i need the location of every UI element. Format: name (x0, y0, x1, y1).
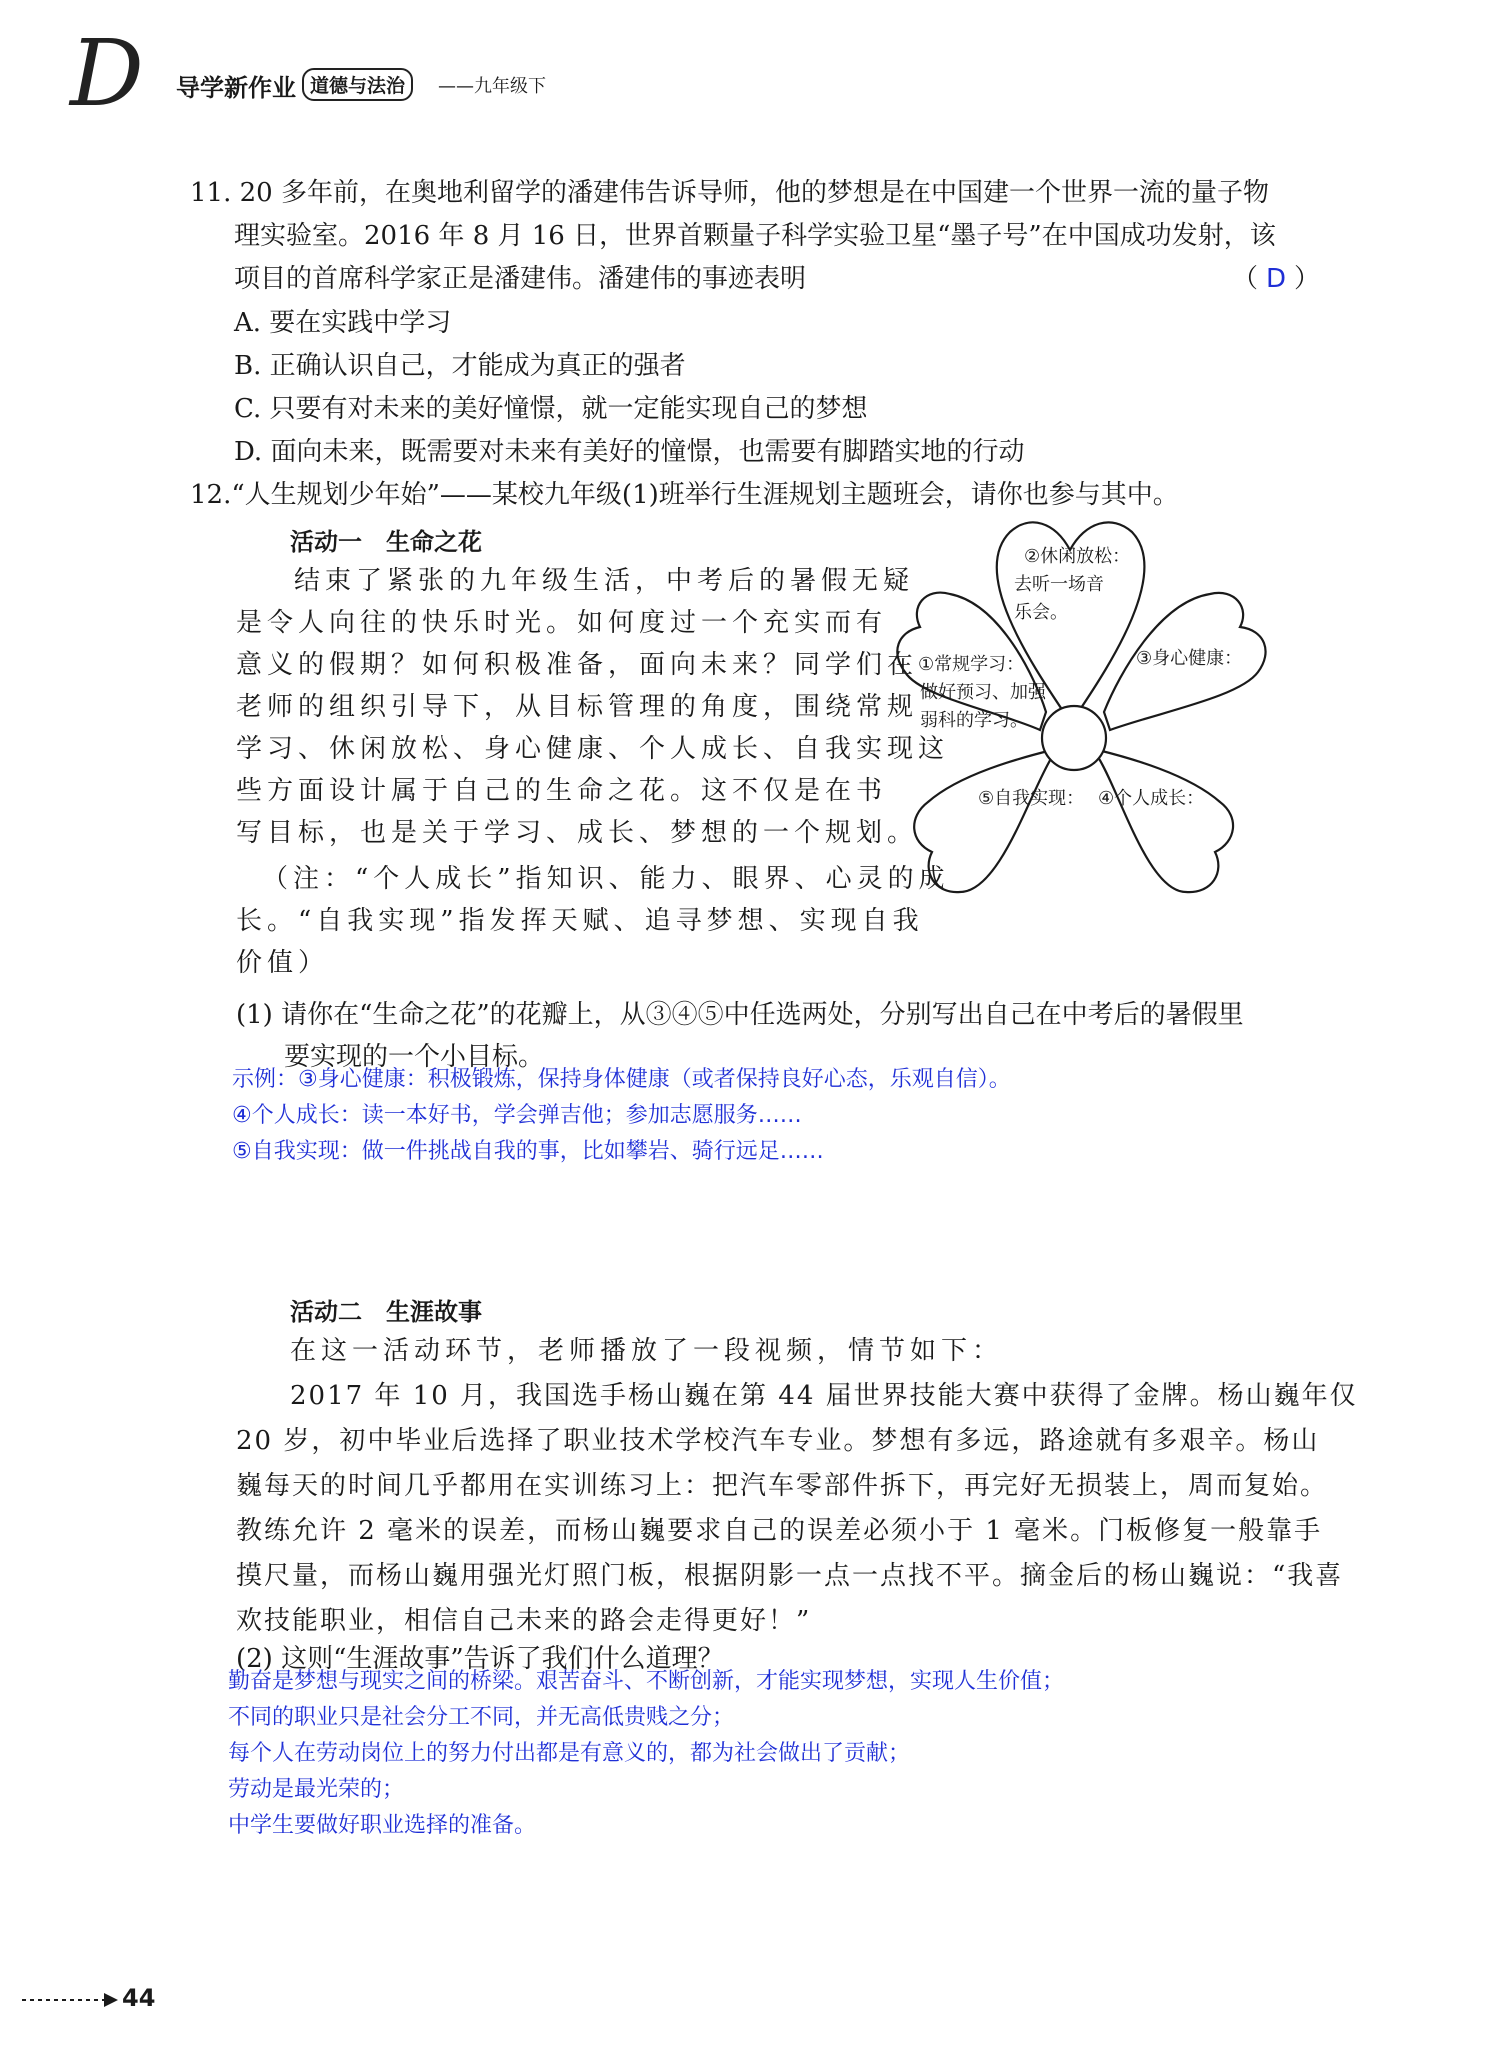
activity1-line-2: 是令人向往的快乐时光。如何度过一个充实而有 (236, 608, 888, 638)
petal-5 (914, 750, 1052, 892)
q11-line-3: 项目的首席科学家正是潘建伟。潘建伟的事迹表明 (234, 264, 807, 294)
q11-line-1: 11. 20 多年前，在奥地利留学的潘建伟告诉导师，他的梦想是在中国建一个世界一流的量子物 (190, 178, 1269, 208)
q11-line-2: 理实验室。2016 年 8 月 16 日，世界首颗量子科学实验卫星“墨子号”在中国成功发射，该 (234, 221, 1276, 251)
page-arrow-icon (20, 1990, 120, 2010)
answer1-line-1: 示例：③身心健康：积极锻炼，保持身体健康（或者保持良好心态，乐观自信）。 (232, 1067, 1011, 1092)
activity2-line-2: 2017 年 10 月，我国选手杨山巍在第 44 届世界技能大赛中获得了金牌。杨山巍年仅 (290, 1381, 1358, 1411)
sub2-question: (2) 这则“生涯故事”告诉了我们什么道理？ (236, 1644, 724, 1674)
q11-option-a: A. 要在实践中学习 (234, 308, 452, 338)
answer2-line-4: 劳动是最光荣的； (228, 1777, 405, 1802)
header-logo: D (70, 20, 144, 127)
petal-3-text: ③身心健康： (1136, 648, 1243, 669)
page-number: 44 (122, 1984, 156, 2012)
petal-5-text: ⑤自我实现： (978, 788, 1085, 809)
q11-option-d: D. 面向未来，既需要对未来有美好的憧憬，也需要有脚踏实地的行动 (234, 437, 1025, 467)
activity1-line-6: 些方面设计属于自己的生命之花。这不仅是在书 (236, 776, 888, 806)
answer2-line-3: 每个人在劳动岗位上的努力付出都是有意义的，都为社会做出了贡献； (228, 1741, 911, 1766)
petal-4 (1098, 750, 1233, 892)
petal-1-text-2: 做好预习、加强 (920, 682, 1046, 703)
activity2-line-5: 教练允许 2 毫米的误差，而杨山巍要求自己的误差必须小于 1 毫米。门板修复一般靠手 (236, 1516, 1323, 1546)
q12-intro: 12.“人生规划少年始”——某校九年级(1)班举行生涯规划主题班会，请你也参与其中。 (190, 480, 1179, 510)
activity1-line-5: 学习、休闲放松、身心健康、个人成长、自我实现这 (236, 734, 950, 764)
header-title: 导学新作业 (176, 74, 296, 102)
petal-1-text-3: 弱科的学习。 (920, 710, 1028, 731)
answer2-line-2: 不同的职业只是社会分工不同，并无高低贵贱之分； (228, 1705, 735, 1730)
activity1-title: 活动一 生命之花 (290, 528, 482, 556)
header-grade: ——九年级下 (438, 76, 546, 97)
sub1-line-1: (1) 请你在“生命之花”的花瓣上，从③④⑤中任选两处，分别写出自己在中考后的暑假里 (236, 1000, 1244, 1030)
activity2-line-7: 欢技能职业，相信自己未来的路会走得更好！” (236, 1606, 812, 1636)
q11-option-c: C. 只要有对未来的美好憧憬，就一定能实现自己的梦想 (234, 394, 868, 424)
activity1-line-3: 意义的假期？如何积极准备，面向未来？同学们在 (236, 650, 919, 680)
sub1-line-2: 要实现的一个小目标。 (284, 1042, 545, 1072)
answer2-line-1: 勤奋是梦想与现实之间的桥梁。艰苦奋斗、不断创新，才能实现梦想，实现人生价值； (228, 1669, 1065, 1694)
petal-1-text-1: ①常规学习： (918, 654, 1025, 675)
header-subject: 道德与法治 (302, 68, 413, 101)
activity2-line-4: 巍每天的时间几乎都用在实训练习上：把汽车零部件拆下，再完好无损装上，周而复始。 (236, 1471, 1329, 1501)
activity2-line-3: 20 岁，初中毕业后选择了职业技术学校汽车专业。梦想有多远，路途就有多艰辛。杨山 (236, 1426, 1320, 1456)
answer1-line-3: ⑤自我实现：做一件挑战自我的事，比如攀岩、骑行远足…… (232, 1139, 824, 1164)
activity2-title: 活动二 生涯故事 (290, 1298, 482, 1326)
activity1-line-4: 老师的组织引导下，从目标管理的角度，围绕常规 (236, 692, 919, 722)
activity1-line-1: 结束了紧张的九年级生活，中考后的暑假无疑 (294, 566, 915, 596)
activity1-note-2: 长。“自我实现”指发挥天赋、追寻梦想、实现自我 (236, 906, 924, 936)
petal-2-text-3: 乐会。 (1014, 602, 1068, 623)
q11-answer-bracket (1232, 258, 1320, 300)
bracket-close: ） (1294, 264, 1321, 294)
answer1-line-2: ④个人成长：读一本好书，学会弹吉他；参加志愿服务…… (232, 1103, 802, 1128)
bracket-open: （ (1232, 264, 1259, 294)
answer2-line-5: 中学生要做好职业选择的准备。 (228, 1813, 537, 1838)
activity2-line-6: 摸尺量，而杨山巍用强光灯照门板，根据阴影一点一点找不平。摘金后的杨山巍说：“我喜 (236, 1561, 1344, 1591)
petal-4-text: ④个人成长： (1098, 788, 1205, 809)
q11-option-b: B. 正确认识自己，才能成为真正的强者 (234, 351, 686, 381)
activity1-line-7: 写目标，也是关于学习、成长、梦想的一个规划。 (236, 818, 919, 848)
q11-answer: D (1266, 264, 1287, 294)
activity1-note-3: 价值） (236, 948, 330, 978)
flower-center (1042, 706, 1106, 770)
activity2-line-1: 在这一活动环节，老师播放了一段视频，情节如下： (290, 1336, 1004, 1366)
activity1-note-1: （注：“个人成长”指知识、能力、眼界、心灵的成 (262, 864, 950, 894)
petal-2-text-2: 去听一场音 (1014, 574, 1104, 595)
petal-2-text-1: ②休闲放松： (1024, 546, 1131, 567)
flower-diagram (880, 512, 1320, 932)
